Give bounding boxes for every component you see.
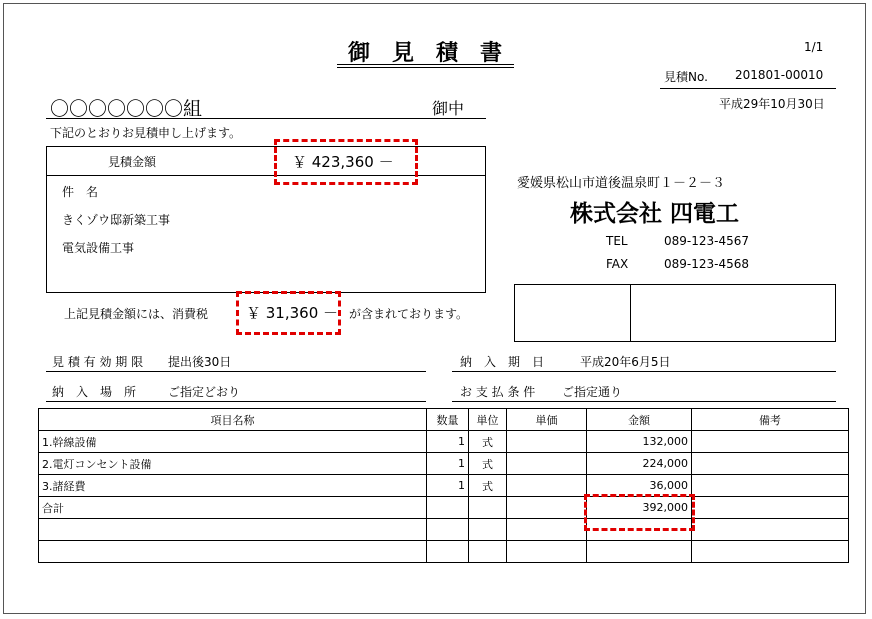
cell-quantity: 1 xyxy=(427,475,469,497)
cell-unit-price xyxy=(507,519,587,541)
cell-unit: 式 xyxy=(469,453,507,475)
cell-unit-price xyxy=(507,541,587,563)
header-remarks: 備考 xyxy=(692,409,849,431)
tel-label: TEL xyxy=(606,234,628,248)
title-underline-2 xyxy=(337,67,514,68)
validity-rule xyxy=(46,371,426,372)
delivery-rule xyxy=(452,371,836,372)
header-unit-price: 単価 xyxy=(507,409,587,431)
table-header-row xyxy=(39,409,849,431)
cell-remarks xyxy=(692,519,849,541)
cell-unit-price xyxy=(507,475,587,497)
total-highlight xyxy=(584,494,695,531)
table-total-row xyxy=(39,497,849,519)
cell-remarks xyxy=(692,453,849,475)
tax-note-prefix: 上記見積金額には、消費税 xyxy=(64,307,209,321)
estimate-box-divider xyxy=(46,175,486,176)
payment-value: ご指定通り xyxy=(562,385,623,399)
payment-label: お 支 払 条 件 xyxy=(460,385,536,399)
cell-item-name: 1.幹線設備 xyxy=(39,431,427,453)
cell-item-name xyxy=(39,541,427,563)
cell-unit-price xyxy=(507,497,587,519)
cell-item-name xyxy=(39,519,427,541)
cell-total-label: 合計 xyxy=(39,497,427,519)
tax-note-suffix: が含まれております。 xyxy=(349,307,469,321)
page-number: 1/1 xyxy=(804,40,824,54)
cell-unit: 式 xyxy=(469,431,507,453)
cell-unit-price xyxy=(507,431,587,453)
stamp-box-divider xyxy=(630,284,631,342)
cell-item-name: 3.諸経費 xyxy=(39,475,427,497)
cell-unit: 式 xyxy=(469,475,507,497)
issue-date: 平成29年10月30日 xyxy=(719,97,825,111)
subject-label: 件 名 xyxy=(62,185,99,199)
header-quantity: 数量 xyxy=(427,409,469,431)
cell-amount: 224,000 xyxy=(587,453,692,475)
tel-number: 089-123-4567 xyxy=(664,234,750,248)
cell-remarks xyxy=(692,541,849,563)
estimate-amount: ￥ 423,360 － xyxy=(292,153,394,171)
cell-total-amount: 392,000 xyxy=(587,497,692,519)
cell-quantity: 1 xyxy=(427,431,469,453)
table-row xyxy=(39,541,849,563)
items-table xyxy=(38,408,849,563)
cell-quantity: 1 xyxy=(427,453,469,475)
cell-amount: 36,000 xyxy=(587,475,692,497)
amount-highlight xyxy=(274,139,418,185)
cell-remarks xyxy=(692,475,849,497)
place-label: 納 入 場 所 xyxy=(52,385,137,399)
estimate-no: 201801-00010 xyxy=(735,68,824,82)
recipient-rule xyxy=(46,118,486,119)
payment-rule xyxy=(452,401,836,402)
fax-label: FAX xyxy=(606,257,629,271)
header-item-name: 項目名称 xyxy=(39,409,427,431)
place-rule xyxy=(46,401,426,402)
estimate-no-label: 見積No. xyxy=(664,70,708,84)
validity-value: 提出後30日 xyxy=(168,355,232,369)
recipient-name: 〇〇〇〇〇〇〇組 xyxy=(50,98,203,120)
table-row xyxy=(39,431,849,453)
tax-highlight xyxy=(236,291,341,335)
cell-quantity xyxy=(427,541,469,563)
cell-quantity xyxy=(427,497,469,519)
document-title: 御見積書 xyxy=(347,41,524,66)
recipient-honorific: 御中 xyxy=(432,99,465,118)
cell-unit-price xyxy=(507,453,587,475)
title-underline xyxy=(337,64,514,65)
cell-item-name: 2.電灯コンセント設備 xyxy=(39,453,427,475)
header-amount: 金額 xyxy=(587,409,692,431)
cell-unit xyxy=(469,497,507,519)
cell-quantity xyxy=(427,519,469,541)
estimate-no-rule xyxy=(660,88,836,89)
cell-remarks xyxy=(692,497,849,519)
intro-text: 下記のとおりお見積申し上げます。 xyxy=(50,126,242,140)
table-row xyxy=(39,453,849,475)
cell-unit xyxy=(469,519,507,541)
company-name: 株式会社 四電工 xyxy=(570,201,740,227)
subject-line-2: 電気設備工事 xyxy=(62,241,135,255)
amount-label: 見積金額 xyxy=(108,155,157,169)
delivery-label: 納 入 期 日 xyxy=(460,355,545,369)
header-unit: 単位 xyxy=(469,409,507,431)
subject-line-1: きくゾウ邸新築工事 xyxy=(62,213,171,227)
place-value: ご指定どおり xyxy=(168,385,241,399)
stamp-box xyxy=(514,284,836,342)
cell-amount xyxy=(587,541,692,563)
fax-number: 089-123-4568 xyxy=(664,257,750,271)
tax-amount: ￥ 31,360 － xyxy=(246,304,339,322)
cell-unit xyxy=(469,541,507,563)
table-row xyxy=(39,475,849,497)
validity-label: 見 積 有 効 期 限 xyxy=(52,355,144,369)
delivery-value: 平成20年6月5日 xyxy=(580,355,671,369)
cell-remarks xyxy=(692,431,849,453)
table-row xyxy=(39,519,849,541)
cell-amount: 132,000 xyxy=(587,431,692,453)
company-address: 愛媛県松山市道後温泉町１－２－３ xyxy=(517,176,726,191)
